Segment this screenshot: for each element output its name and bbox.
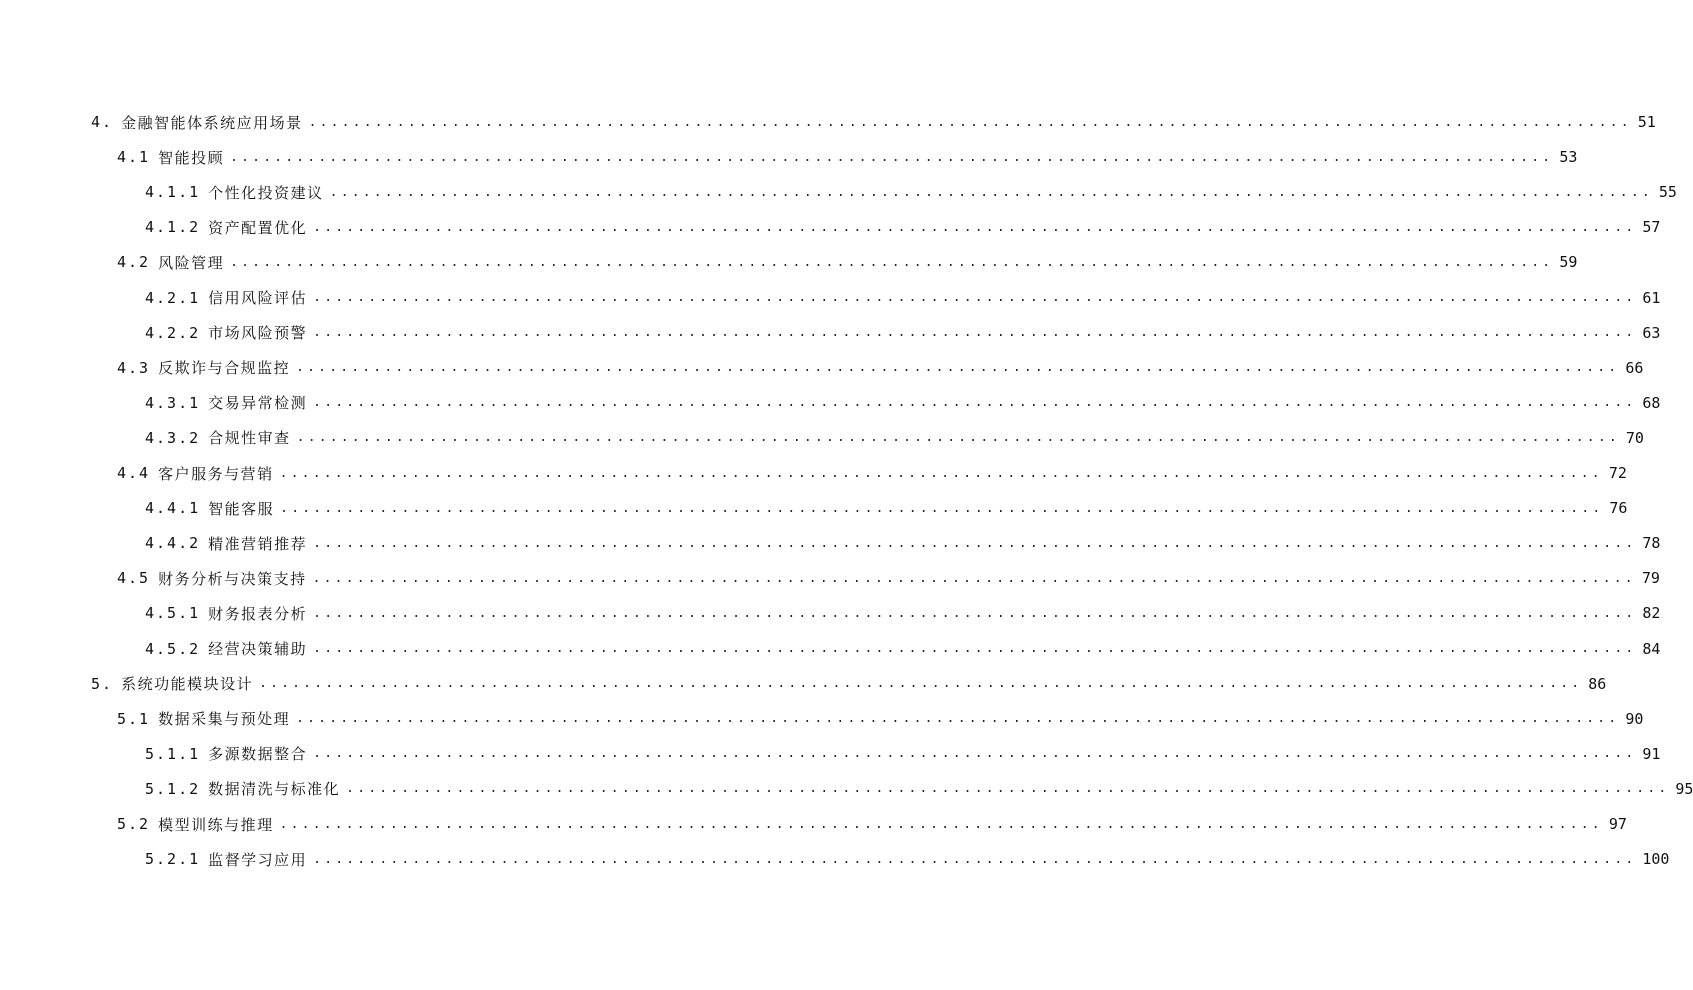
toc-entry-number: 4.1.2 — [145, 218, 201, 237]
toc-entry-title: 客户服务与营销 — [158, 464, 274, 483]
toc-entry[interactable] — [145, 212, 1661, 242]
toc-entry-number: 5.1.1 — [145, 744, 201, 763]
toc-entry-title: 市场风险预警 — [208, 324, 308, 343]
toc-entry-title: 风险管理 — [158, 253, 225, 272]
toc-entry-title: 系统功能模块设计 — [121, 675, 254, 694]
toc-leader-dots: ........................................................................................................................ — [280, 500, 1604, 516]
toc-entry-page: 72 — [1608, 464, 1627, 482]
toc-entry-page: 100 — [1642, 850, 1670, 869]
toc-entry-title: 智能客服 — [208, 499, 275, 518]
toc-leader-dots: ........................................................................................................................ — [313, 535, 1637, 551]
toc-entry-title: 数据采集与预处理 — [158, 710, 291, 729]
toc-entry[interactable] — [91, 669, 1607, 699]
toc-entry-page: 97 — [1608, 815, 1627, 833]
toc-leader-dots: ........................................................................................................................ — [313, 219, 1637, 235]
toc-leader-dots: ........................................................................................................................ — [230, 254, 1554, 270]
toc-entry-number: 4.3.2 — [145, 428, 201, 447]
toc-entry-number: 4.1.1 — [145, 183, 201, 202]
toc-entry[interactable] — [145, 739, 1661, 769]
toc-leader-dots: ........................................................................................................................ — [313, 641, 1637, 656]
toc-entry-page: 55 — [1658, 183, 1677, 202]
toc-entry-title: 监督学习应用 — [208, 850, 308, 869]
toc-entry-page: 76 — [1609, 499, 1628, 518]
toc-entry-page: 59 — [1559, 253, 1578, 272]
toc-entry-page: 78 — [1642, 534, 1661, 553]
toc-leader-dots: ........................................................................................................................ — [313, 325, 1637, 341]
toc-entry-page: 66 — [1625, 358, 1644, 377]
toc-entry[interactable] — [91, 107, 1656, 137]
toc-leader-dots: ........................................................................................................................ — [230, 149, 1554, 165]
toc-entry-title: 反欺诈与合规监控 — [158, 359, 291, 378]
toc-entry-title: 信用风险评估 — [208, 289, 308, 307]
toc-entry[interactable] — [117, 353, 1644, 383]
toc-entry[interactable] — [117, 458, 1627, 488]
toc-entry-page: 91 — [1642, 744, 1661, 763]
toc-leader-dots: ........................................................................................................................ — [296, 360, 1620, 376]
toc-leader-dots: ........................................................................................................................ — [296, 430, 1620, 446]
toc-entry-number: 5.2 — [117, 815, 151, 833]
toc-entry[interactable] — [117, 563, 1660, 593]
toc-entry-title: 财务报表分析 — [208, 604, 308, 623]
toc-entry-page: 70 — [1625, 428, 1644, 447]
toc-entry-title: 交易异常检测 — [208, 394, 308, 413]
toc-entry-page: 63 — [1642, 323, 1661, 342]
toc-leader-dots: ........................................................................................................................ — [308, 114, 1632, 130]
toc-entry-number: 4.4.2 — [145, 534, 201, 553]
toc-entry[interactable] — [145, 283, 1661, 313]
toc-entry-page: 84 — [1642, 639, 1661, 658]
toc-entry[interactable] — [117, 704, 1644, 734]
toc-leader-dots: ........................................................................................................................ — [259, 676, 1583, 692]
toc-entry-page: 53 — [1559, 148, 1578, 167]
toc-entry-title: 合规性审查 — [208, 429, 291, 448]
toc-leader-dots: ........................................................................................................................ — [313, 605, 1637, 621]
toc-entry-page: 68 — [1642, 393, 1661, 412]
toc-entry-page: 51 — [1637, 113, 1656, 131]
toc-entry-number: 5.1 — [117, 709, 151, 728]
toc-leader-dots: ........................................................................................................................ — [313, 746, 1637, 762]
toc-entry-number: 4.1 — [117, 148, 151, 167]
toc-entry-page: 82 — [1642, 604, 1661, 623]
toc-entry-title: 数据清洗与标准化 — [208, 780, 341, 799]
toc-leader-dots: ........................................................................................................................ — [329, 184, 1653, 200]
toc-entry-page: 86 — [1588, 674, 1607, 693]
toc-entry-number: 5.2.1 — [145, 850, 201, 869]
toc-leader-dots: ........................................................................................................................ — [312, 570, 1636, 586]
toc-entry[interactable] — [145, 528, 1661, 558]
toc-entry[interactable] — [145, 598, 1661, 628]
toc-entry[interactable] — [117, 142, 1578, 172]
toc-leader-dots: ........................................................................................................................ — [279, 816, 1603, 832]
toc-entry-title: 模型训练与推理 — [158, 815, 274, 834]
toc-leader-dots: ........................................................................................................................ — [346, 781, 1670, 797]
toc-leader-dots: ........................................................................................................................ — [313, 290, 1637, 305]
toc-entry-title: 金融智能体系统应用场景 — [121, 113, 303, 132]
toc-leader-dots: ........................................................................................................................ — [279, 465, 1603, 481]
toc-entry-number: 4.5.1 — [145, 604, 201, 623]
toc-entry-page: 57 — [1642, 218, 1661, 237]
toc-entry[interactable] — [145, 844, 1670, 874]
toc-entry-page: 90 — [1625, 709, 1644, 728]
toc-entry-title: 智能投顾 — [158, 148, 225, 167]
toc-entry-number: 5. — [91, 674, 114, 693]
toc-entry-title: 多源数据整合 — [208, 745, 308, 764]
toc-entry-title: 资产配置优化 — [208, 218, 308, 237]
toc-entry-page: 61 — [1642, 288, 1661, 307]
toc-entry-title: 经营决策辅助 — [208, 640, 308, 658]
toc-entry-number: 5.1.2 — [145, 779, 201, 798]
toc-entry-number: 4. — [91, 113, 114, 131]
toc-entry[interactable] — [117, 809, 1627, 839]
toc-leader-dots: ........................................................................................................................ — [313, 395, 1637, 411]
toc-entry[interactable] — [145, 318, 1661, 348]
toc-leader-dots: ........................................................................................................................ — [296, 711, 1620, 727]
toc-entry-number: 4.5 — [117, 569, 151, 588]
toc-entry[interactable] — [145, 177, 1677, 207]
toc-entry-number: 4.2.1 — [145, 288, 201, 307]
toc-entry[interactable] — [145, 423, 1644, 453]
toc-entry[interactable] — [117, 247, 1578, 277]
toc-entry[interactable] — [145, 634, 1661, 664]
toc-leader-dots: ........................................................................................................................ — [313, 851, 1637, 867]
toc-entry-number: 4.3.1 — [145, 393, 201, 412]
toc-entry[interactable] — [145, 493, 1628, 523]
toc-entry[interactable] — [145, 774, 1693, 804]
toc-entry-number: 4.2.2 — [145, 323, 201, 342]
toc-entry[interactable] — [145, 388, 1661, 418]
toc-entry-number: 4.5.2 — [145, 639, 201, 658]
toc-entry-number: 4.4 — [117, 464, 151, 482]
toc-entry-number: 4.2 — [117, 253, 151, 272]
toc-entry-page: 79 — [1641, 569, 1660, 588]
toc-entry-title: 财务分析与决策支持 — [158, 569, 307, 588]
toc-entry-title: 精准营销推荐 — [208, 534, 308, 553]
toc-entry-page: 95 — [1675, 779, 1693, 798]
toc-entry-title: 个性化投资建议 — [208, 183, 324, 202]
toc-entry-number: 4.4.1 — [145, 499, 201, 518]
toc-entry-number: 4.3 — [117, 358, 151, 377]
